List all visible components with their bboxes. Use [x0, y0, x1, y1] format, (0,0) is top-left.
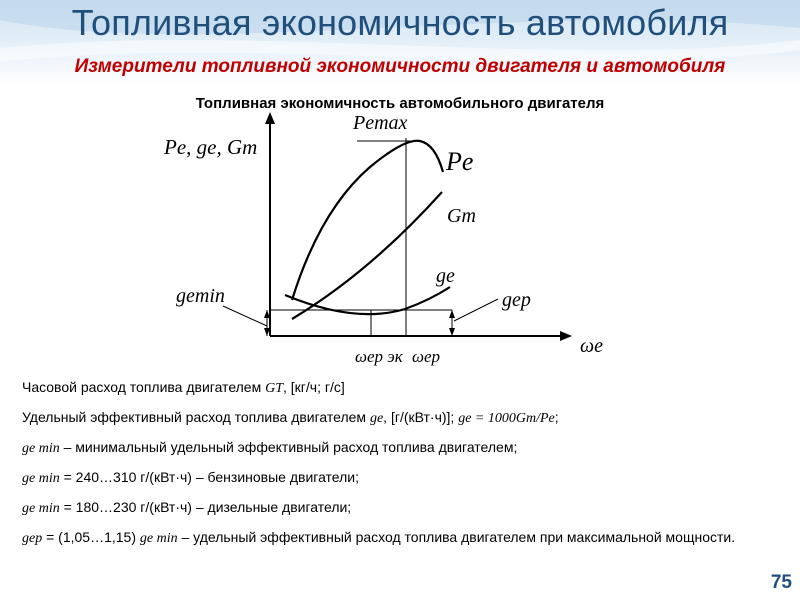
- gep-leader: [454, 299, 498, 321]
- slide-title: Топливная экономичность автомобиля: [71, 2, 729, 43]
- specific-consumption-line: Удельный эффективный расход топлива двигателем ge, [г/(кВт·ч)]; ge = 1000Gт/Pe;: [22, 409, 559, 426]
- page-number: 75: [770, 572, 792, 593]
- gt-symbol: GT: [265, 381, 284, 396]
- gep-label: gep: [502, 289, 531, 311]
- diesel-range-line: ge min = 180…230 г/(кВт·ч) – дизельные двигатели;: [22, 499, 352, 516]
- pe-curve: [292, 141, 443, 300]
- ge-min-symbol: ge min: [22, 441, 60, 456]
- y-axis-arrow: [265, 112, 275, 124]
- ge-label: ge: [436, 265, 455, 287]
- diagram-heading: Топливная экономичность автомобильного двигателя: [195, 95, 605, 112]
- ge-formula: ge = 1000Gт/Pe: [458, 411, 555, 426]
- pe-max-label: Pemax: [353, 112, 408, 134]
- omega-ep-label: ωep: [412, 347, 441, 366]
- engine-characteristic-diagram: [150, 112, 603, 372]
- ge-min-symbol: ge min: [139, 531, 178, 546]
- gt-label: Gт: [447, 205, 476, 227]
- ge-min-label: gemin: [176, 285, 225, 307]
- y-axis-label: Pe, ge, Gт: [164, 135, 258, 159]
- ge-min-symbol: ge min: [22, 471, 60, 486]
- x-axis-arrow: [560, 331, 572, 341]
- ge-min-leader: [223, 306, 267, 326]
- hourly-consumption-line: Часовой расход топлива двигателем GT, [кг/ч; г/с]: [22, 379, 345, 396]
- definitions-block: [22, 378, 762, 548]
- omega-ep-ek-label: ωep эк: [355, 347, 403, 366]
- gt-curve: [292, 192, 442, 319]
- slide-subtitle: Измерители топливной экономичности двигателя и автомобиля: [74, 56, 726, 77]
- petrol-range-line: ge min = 240…310 г/(кВт·ч) – бензиновые двигатели;: [22, 469, 360, 486]
- gep-symbol: gep: [22, 531, 43, 546]
- gep-definition-line: gep = (1,05…1,15) ge min – удельный эффективный расход топлива двигателем при максимальной мощности.: [22, 529, 736, 546]
- ge-symbol: ge: [369, 411, 384, 426]
- ge-min-symbol: ge min: [22, 501, 60, 516]
- x-axis-label: ωe: [580, 335, 603, 357]
- ge-min-definition-line: ge min – минимальный удельный эффективный расход топлива двигателем;: [22, 439, 518, 456]
- pe-label: Pe: [446, 147, 474, 176]
